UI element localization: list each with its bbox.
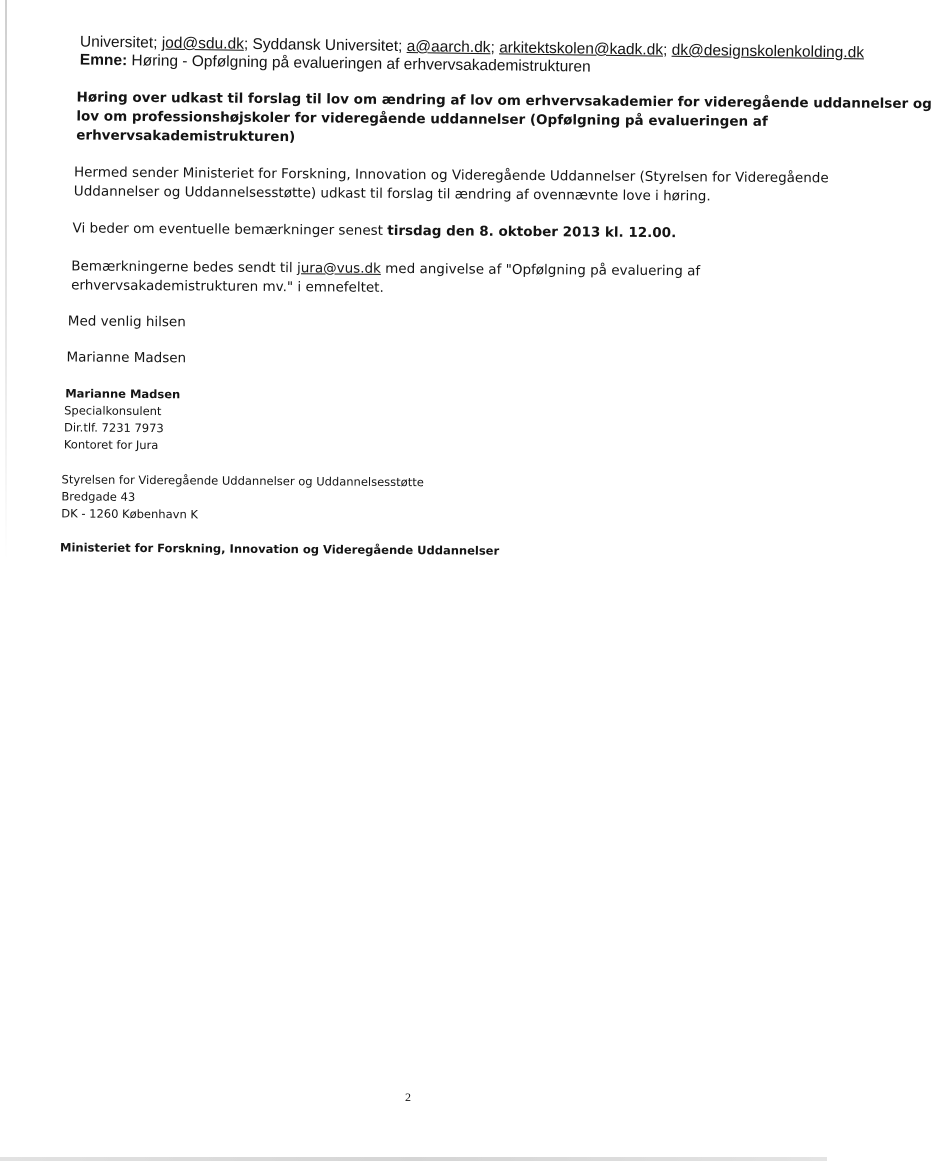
closing-greeting: Med venlig hilsen (67, 313, 186, 331)
paragraph-3-suffix: med angivelse af "Opfølgning på evaluering af (380, 260, 701, 280)
email-link-kadk[interactable]: arkitektskolen@kadk.dk (499, 39, 664, 59)
deadline: tirsdag den 8. oktober 2013 kl. 12.00. (387, 222, 677, 242)
paragraph-3-prefix: Bemærkningerne bedes sendt til (71, 258, 298, 277)
heading-line-2: lov om professionshøjskoler for videregående uddannelser (Opfølgning på evalueringen af (76, 108, 768, 130)
signature-title: Specialkonsulent (64, 403, 162, 419)
email-link-jura[interactable]: jura@vus.dk (296, 260, 381, 277)
recipients-mid: ; Syddansk Universitet; (243, 35, 407, 56)
email-link-designskolen[interactable]: dk@designskolenkolding.dk (671, 41, 865, 62)
page-number: 2 (405, 1090, 411, 1104)
heading-line-3: erhvervsakademistrukturen) (76, 127, 296, 146)
ministry-name: Ministeriet for Forskning, Innovation og Videregående Uddannelser (59, 540, 500, 558)
recipients-sep-2: ; (662, 41, 672, 59)
heading-line-1: Høring over udkast til forslag til lov om ændring af lov om erhvervsakademier for videregående uddannelser og (76, 89, 932, 113)
subject-value: Høring - Opfølgning på evalueringen af erhvervsakademistrukturen (127, 52, 591, 76)
email-link-aarch[interactable]: a@aarch.dk (406, 38, 491, 57)
paragraph-2-prefix: Vi beder om eventuelle bemærkninger senest (72, 220, 388, 239)
paragraph-2 (72, 219, 676, 243)
recipients-prefix: Universitet; (79, 33, 162, 52)
signature-name: Marianne Madsen (65, 386, 181, 402)
closing-name: Marianne Madsen (66, 349, 187, 367)
recipients-sep-1: ; (490, 39, 500, 57)
email-link-sdu[interactable]: jod@sdu.dk (161, 34, 245, 53)
address-agency: Styrelsen for Videregående Uddannelser og Uddannelsesstøtte (61, 472, 424, 490)
paragraph-1-line-1: Hermed sender Ministeriet for Forskning, Innovation og Videregående Uddannelser (Styrelsen for Videregående (73, 164, 829, 187)
address-street: Bredgade 43 (61, 489, 136, 504)
signature-office: Kontoret for Jura (63, 437, 159, 453)
subject-label: Emne: (79, 51, 128, 70)
paragraph-3-line-2: erhvervsakademistrukturen mv." i emnefeltet. (71, 277, 384, 296)
signature-phone: Dir.tlf. 7231 7973 (63, 420, 164, 436)
paragraph-1-line-2: Uddannelser og Uddannelsesstøtte) udkast til forslag til ændring af ovennævnte love i høring. (73, 183, 711, 205)
address-city: DK - 1260 København K (61, 506, 199, 522)
